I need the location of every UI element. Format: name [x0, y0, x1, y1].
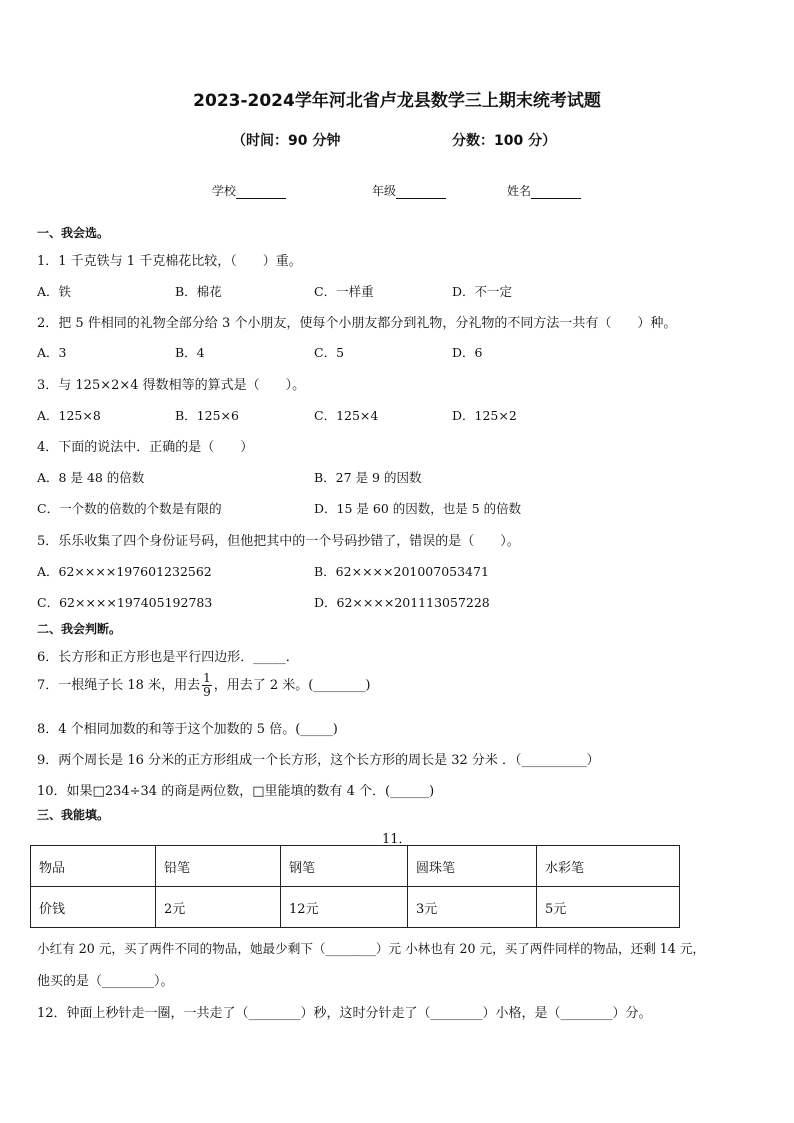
q1-option-a: A．铁: [37, 284, 72, 299]
question-2: 2．把 5 件相同的礼物全部分给 3 个小朋友，使每个小朋友都分到礼物，分礼物的不同方法一共有（ ）种。: [37, 316, 677, 331]
q5-option-b: B．62××××201007053471: [314, 564, 489, 579]
question-11-number: 11．: [382, 832, 412, 847]
table-cell: 钢笔: [281, 846, 408, 887]
q3-option-d: D．125×2: [452, 408, 517, 423]
q5-option-d: D．62××××201113057228: [314, 595, 490, 610]
q5-option-a: A．62××××197601232562: [37, 564, 212, 579]
q4-option-c: C．一个数的倍数的个数是有限的: [37, 501, 222, 516]
exam-score: 分数：100 分）: [452, 133, 557, 149]
q7-text-pre: 7．一根绳子长 18 米，用去: [37, 678, 201, 693]
table-row: [31, 846, 680, 887]
school-field: [212, 182, 286, 199]
grade-field: [372, 182, 446, 199]
question-3: 3．与 125×2×4 得数相等的算式是（ ）。: [37, 378, 306, 393]
question-9: 9．两个周长是 16 分米的正方形组成一个长方形，这个长方形的周长是 32 分米 ．（__________）: [37, 753, 600, 768]
q4-option-d: D．15 是 60 的因数，也是 5 的倍数: [314, 501, 522, 516]
q1-option-c: C．一样重: [314, 284, 374, 299]
school-label: 学校: [212, 184, 237, 198]
name-blank: [531, 186, 581, 199]
section-2-heading: 二、我会判断。: [37, 622, 122, 636]
q4-option-b: B．27 是 9 的因数: [314, 470, 422, 485]
q1-option-b: B．棉花: [175, 284, 222, 299]
question-11-text-line1: 小红有 20 元，买了两件不同的物品，她最少剩下（________）元 小林也有 20 元，买了两件同样的物品，还剩 14 元，: [37, 941, 706, 956]
question-11-text-line2: 他买的是（________）。: [37, 974, 174, 989]
table-row: [31, 887, 680, 928]
table-cell: 3元: [408, 887, 537, 928]
price-table: [30, 845, 680, 928]
question-8: 8．4 个相同加数的和等于这个加数的 5 倍。(_____): [37, 722, 338, 737]
name-label: 姓名: [507, 184, 532, 198]
section-1-heading: 一、我会选。: [37, 226, 110, 240]
question-7: [37, 672, 370, 699]
q7-fraction: [202, 672, 212, 699]
q4-option-a: A．8 是 48 的倍数: [37, 470, 145, 485]
table-cell: 12元: [281, 887, 408, 928]
q2-option-c: C．5: [314, 345, 345, 360]
q7-text-post: ，用去了 2 米。(________): [213, 678, 371, 693]
grade-label: 年级: [372, 184, 397, 198]
question-5: 5．乐乐收集了四个身份证号码，但他把其中的一个号码抄错了，错误的是（ ）。: [37, 534, 520, 549]
table-cell: 物品: [31, 846, 156, 887]
name-field: [507, 182, 581, 199]
q5-option-c: C．62××××197405192783: [37, 595, 213, 610]
table-cell: 铅笔: [156, 846, 281, 887]
exam-time: （时间：90 分钟: [232, 133, 341, 149]
table-cell: 2元: [156, 887, 281, 928]
q3-option-b: B．125×6: [175, 408, 239, 423]
table-cell: 圆珠笔: [408, 846, 537, 887]
q3-option-c: C．125×4: [314, 408, 379, 423]
q7-fraction-denominator: 9: [203, 685, 211, 699]
question-6: 6．长方形和正方形也是平行四边形．_____．: [37, 650, 299, 665]
page-title: 2023-2024学年河北省卢龙县数学三上期末统考试题: [193, 91, 601, 111]
grade-blank: [396, 186, 446, 199]
q7-fraction-numerator: 1: [203, 671, 211, 685]
section-3-heading: 三、我能填。: [37, 808, 110, 822]
table-cell: 5元: [537, 887, 680, 928]
q3-option-a: A．125×8: [37, 408, 101, 423]
q2-option-d: D．6: [452, 345, 483, 360]
question-4: 4．下面的说法中．正确的是（ ）: [37, 440, 254, 455]
question-12: 12．钟面上秒针走一圈，一共走了（________）秒，这时分针走了（________）小格，是（________）分。: [37, 1006, 652, 1021]
question-10: 10．如果□234÷34 的商是两位数，□里能填的数有 4 个．(______): [37, 784, 435, 799]
table-cell: 水彩笔: [537, 846, 680, 887]
question-1: 1．1 千克铁与 1 千克棉花比较，（ ）重。: [37, 254, 302, 269]
table-cell: 价钱: [31, 887, 156, 928]
q2-option-a: A．3: [37, 345, 67, 360]
q2-option-b: B．4: [175, 345, 205, 360]
school-blank: [236, 186, 286, 199]
q1-option-d: D．不一定: [452, 284, 513, 299]
